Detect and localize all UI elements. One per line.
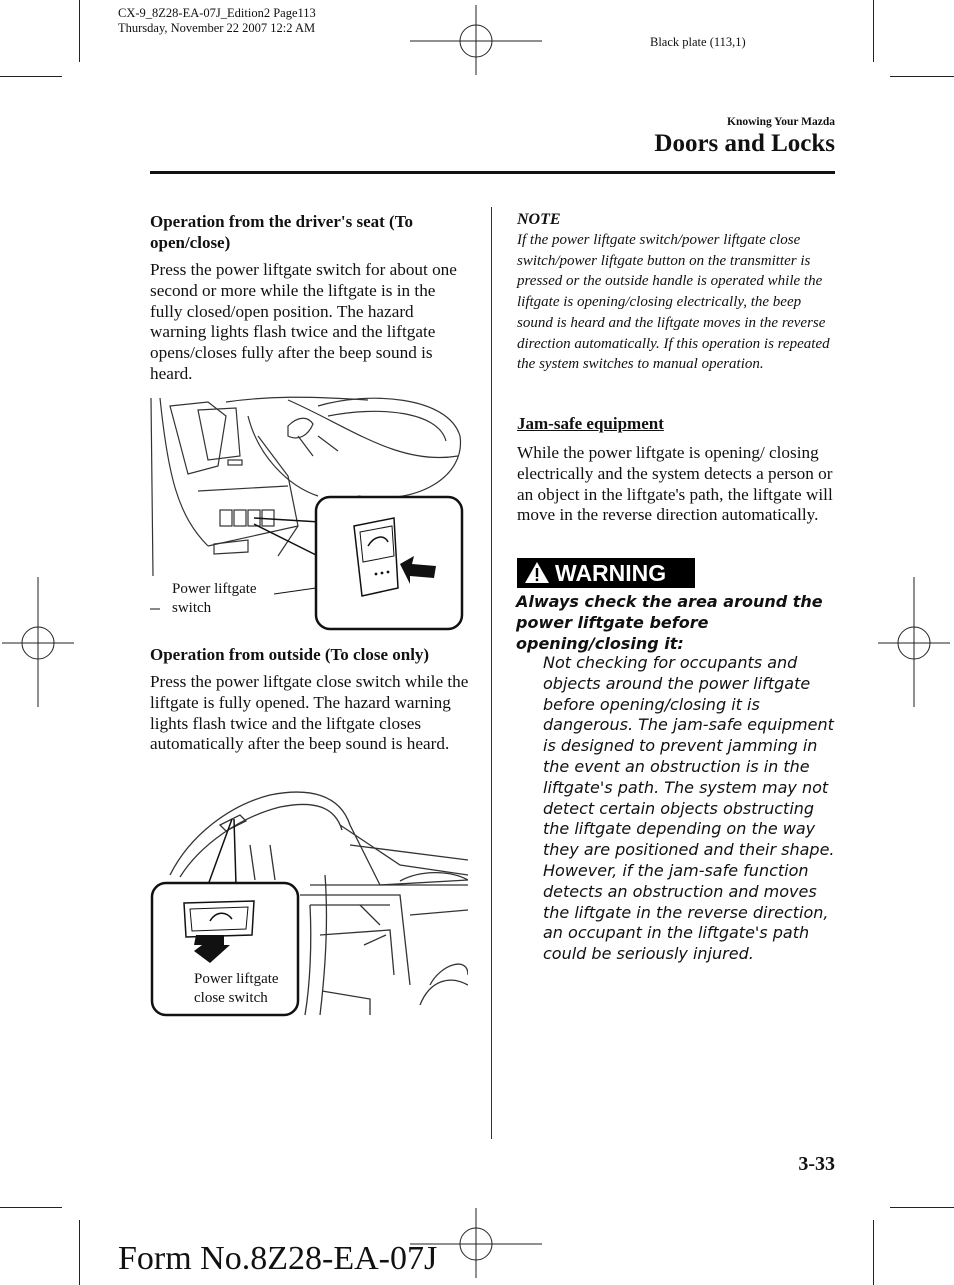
- page-number: 3-33: [798, 1153, 835, 1175]
- heading-outside: Operation from outside (To close only): [150, 645, 430, 664]
- paragraph-driver-seat: Press the power liftgate switch for about one second or more while the liftgate is in the fully closed/open position. The hazard warning lights flash twice and the liftgate opens/closes fully after the beep sound is heard.: [150, 260, 457, 383]
- print-meta-line2: Thursday, November 22 2007 12:2 AM: [118, 21, 316, 35]
- print-meta: [118, 6, 316, 36]
- crop-mark: [0, 76, 62, 77]
- crop-mark: [890, 76, 954, 77]
- note-title: NOTE: [517, 211, 561, 228]
- page-title: Doors and Locks: [654, 130, 835, 157]
- left-column: [150, 211, 470, 385]
- heading-driver-seat: Operation from the driver's seat (To open/close): [150, 212, 413, 252]
- left-column-lower: [150, 644, 472, 755]
- warning-body: Not checking for occupants and objects around the power liftgate before opening/closing it is dangerous. The jam-safe equipment is designed to prevent jamming in the event an obstruction is in the liftgate's path. The system may not detect certain objects obstructing the liftgate depending on the way they are positioned and their shape. However, if the jam-safe function detects an obstruction and moves the liftgate in the reverse direction, an occupant in the liftgate's path could be seriously injured.: [543, 653, 835, 964]
- warning-label: WARNING: [555, 560, 667, 586]
- note-text: If the power liftgate switch/power liftgate close switch/power liftgate button on the transmitter is pressed or the outside handle is operated while the liftgate is opening/closing electrically, the beep sound is heard and the liftgate moves in the reverse direction automatically. If this operation is repeated the system switches to manual operation.: [517, 232, 830, 373]
- crop-mark: [873, 0, 874, 62]
- figure-dashboard-switch: [148, 396, 466, 632]
- callout-power-liftgate-close-switch: [194, 970, 279, 1008]
- form-number: Form No.8Z28-EA-07J: [118, 1240, 438, 1277]
- figure-liftgate: [150, 785, 468, 1017]
- callout-line1: Power liftgate: [172, 581, 257, 597]
- jam-safe-paragraph: While the power liftgate is opening/ closing electrically and the system detects a person or an object in the liftgate's path, the liftgate will move in the reverse direction automatically.: [517, 443, 833, 525]
- callout-power-liftgate-switch: [172, 580, 257, 618]
- column-divider: [491, 207, 492, 1139]
- paragraph-outside: Press the power liftgate close switch while the liftgate is fully opened. The hazard warning lights flash twice and the liftgate closes automatically after the beep sound is heard.: [150, 672, 469, 754]
- callout-line2: switch: [172, 600, 212, 616]
- registration-mark-top: [410, 5, 542, 75]
- crop-mark: [79, 1220, 80, 1285]
- section-label: Knowing Your Mazda: [727, 116, 835, 128]
- crop-mark: [0, 1207, 62, 1208]
- crop-mark: [873, 1220, 874, 1285]
- registration-mark-right: [878, 577, 950, 707]
- crop-mark: [890, 1207, 954, 1208]
- callout-line2: close switch: [194, 990, 268, 1006]
- plate-stamp: Black plate (113,1): [650, 35, 746, 49]
- right-column: [517, 211, 837, 375]
- header-rule: [150, 171, 835, 174]
- jam-safe-heading: Jam-safe equipment: [517, 414, 664, 433]
- registration-mark-left: [2, 577, 74, 707]
- print-meta-line1: CX-9_8Z28-EA-07J_Edition2 Page113: [118, 6, 316, 20]
- warning-badge: [517, 558, 695, 588]
- warning-lead: Always check the area around the power liftgate before opening/closing it:: [516, 592, 823, 653]
- crop-mark: [79, 0, 80, 62]
- warning-triangle-icon: [524, 561, 550, 585]
- jam-safe-section: [517, 414, 837, 526]
- callout-line1: Power liftgate: [194, 971, 279, 987]
